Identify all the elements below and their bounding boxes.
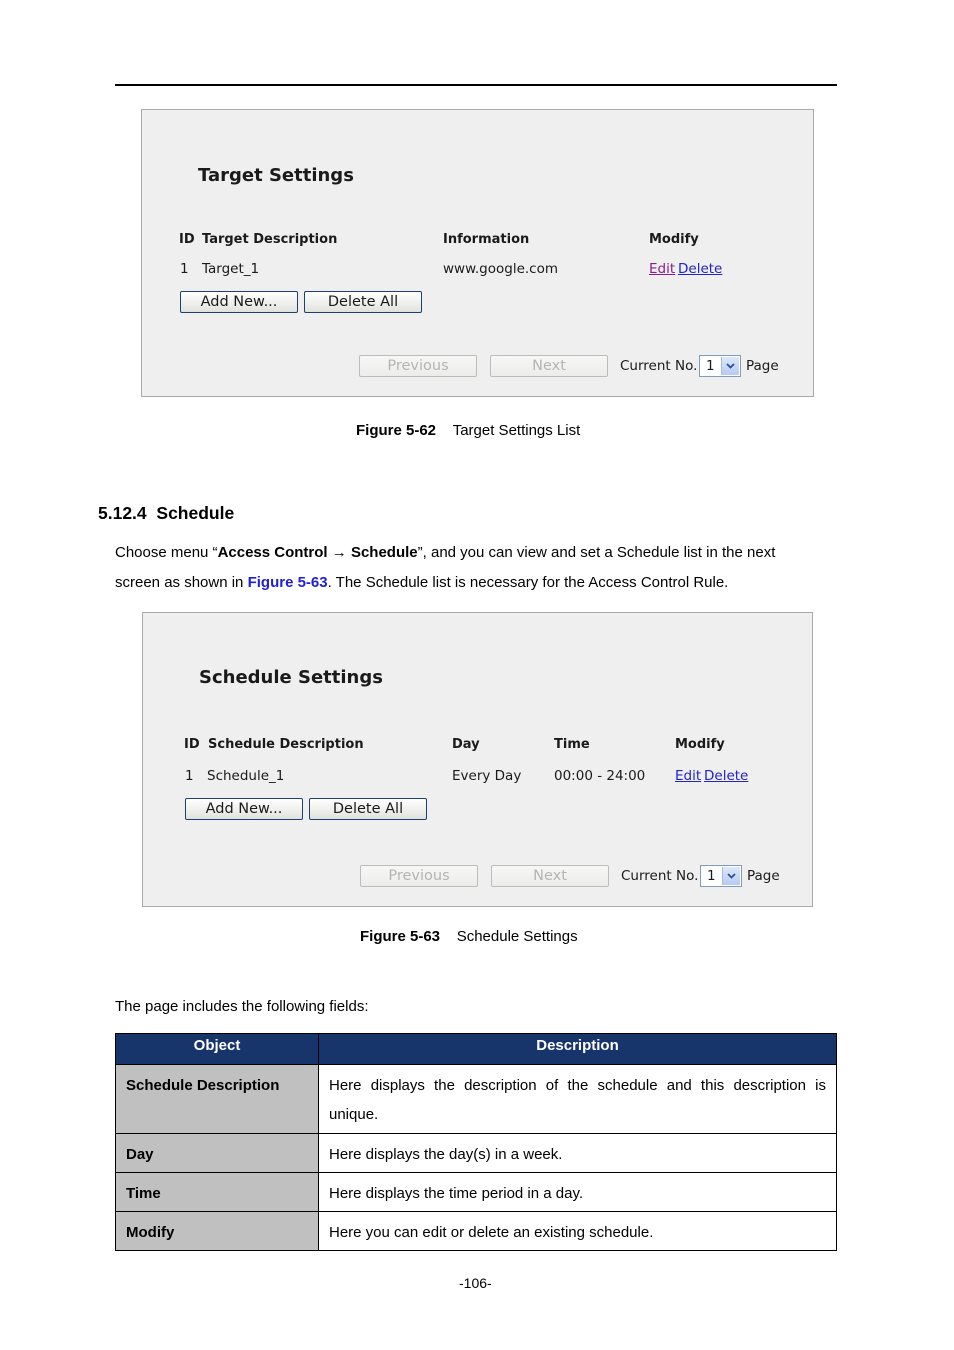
row-time: 00:00 - 24:00 [554, 768, 646, 784]
figure-63-caption [360, 928, 578, 945]
page-label: Page [747, 868, 780, 884]
edit-link[interactable]: Edit [675, 768, 702, 784]
object-cell: Time [116, 1173, 319, 1212]
object-cell: Schedule Description [116, 1065, 319, 1134]
description-cell: Here displays the description of the schedule and this description is unique. [319, 1065, 837, 1134]
menu-access-control: Access Control [217, 544, 328, 561]
caption-label: Figure 5-62 [356, 422, 437, 439]
previous-button[interactable]: Previous [359, 355, 477, 377]
add-new-button[interactable]: Add New... [180, 291, 298, 313]
page-select[interactable] [700, 865, 742, 887]
current-no-label: Current No. [621, 868, 699, 884]
table-row [116, 1134, 837, 1173]
column-header-time: Time [554, 737, 590, 752]
figure-link[interactable]: Figure 5-63 [247, 574, 328, 591]
section-heading [98, 503, 234, 524]
figure-62-caption [356, 422, 580, 439]
paragraph-line-2 [115, 574, 728, 591]
delete-all-button[interactable]: Delete All [309, 798, 427, 820]
column-header-description: Schedule Description [208, 737, 364, 752]
object-cell: Modify [116, 1212, 319, 1251]
caption-text: Schedule Settings [456, 928, 578, 945]
object-cell: Day [116, 1134, 319, 1173]
panel-title: Target Settings [198, 165, 354, 186]
delete-all-button[interactable]: Delete All [304, 291, 422, 313]
section-number: 5.12.4 [98, 503, 147, 523]
chevron-down-icon [721, 357, 739, 375]
schedule-settings-panel [142, 612, 813, 907]
page-select[interactable] [699, 355, 741, 377]
table-row [116, 1065, 837, 1134]
edit-link[interactable]: Edit [649, 261, 676, 277]
column-header-id: ID [179, 232, 195, 247]
header-object: Object [116, 1034, 319, 1065]
page-select-value: 1 [707, 868, 716, 884]
text: . The Schedule list is necessary for the Access Control Rule. [327, 574, 729, 591]
column-header-description: Target Description [202, 232, 338, 247]
caption-label: Figure 5-63 [360, 928, 441, 945]
delete-link[interactable]: Delete [678, 261, 723, 277]
next-button[interactable]: Next [491, 865, 609, 887]
table-row [116, 1212, 837, 1251]
previous-button[interactable]: Previous [360, 865, 478, 887]
column-header-id: ID [184, 737, 200, 752]
description-cell: Here displays the time period in a day. [319, 1173, 837, 1212]
add-new-button[interactable]: Add New... [185, 798, 303, 820]
arrow-right-icon: → [331, 544, 347, 561]
fields-intro: The page includes the following fields: [115, 998, 369, 1015]
row-information: www.google.com [443, 261, 559, 277]
table-row [116, 1173, 837, 1212]
column-header-information: Information [443, 232, 530, 247]
next-button[interactable]: Next [490, 355, 608, 377]
page-label: Page [746, 358, 779, 374]
page-select-value: 1 [706, 358, 715, 374]
page-number: -106- [459, 1275, 492, 1291]
column-header-day: Day [452, 737, 480, 752]
description-cell: Here you can edit or delete an existing schedule. [319, 1212, 837, 1251]
top-rule [115, 84, 837, 86]
row-id: 1 [180, 261, 189, 277]
header-description: Description [319, 1034, 837, 1065]
section-title: Schedule [156, 503, 235, 523]
row-description: Target_1 [202, 261, 260, 277]
target-settings-panel [141, 109, 814, 397]
row-day: Every Day [452, 768, 522, 784]
table-header-row [116, 1034, 837, 1065]
caption-text: Target Settings List [452, 422, 581, 439]
chevron-down-icon [722, 867, 740, 885]
menu-schedule: Schedule [350, 544, 418, 561]
text: screen as shown in [115, 574, 248, 591]
column-header-modify: Modify [675, 737, 725, 752]
paragraph-line-1 [115, 544, 775, 561]
fields-table [115, 1033, 837, 1251]
description-cell: Here displays the day(s) in a week. [319, 1134, 837, 1173]
text: ”, and you can view and set a Schedule list in the next [417, 544, 776, 561]
delete-link[interactable]: Delete [704, 768, 749, 784]
panel-title: Schedule Settings [199, 667, 383, 688]
row-id: 1 [185, 768, 194, 784]
current-no-label: Current No. [620, 358, 698, 374]
column-header-modify: Modify [649, 232, 699, 247]
row-description: Schedule_1 [207, 768, 285, 784]
text: Choose menu “ [115, 544, 218, 561]
